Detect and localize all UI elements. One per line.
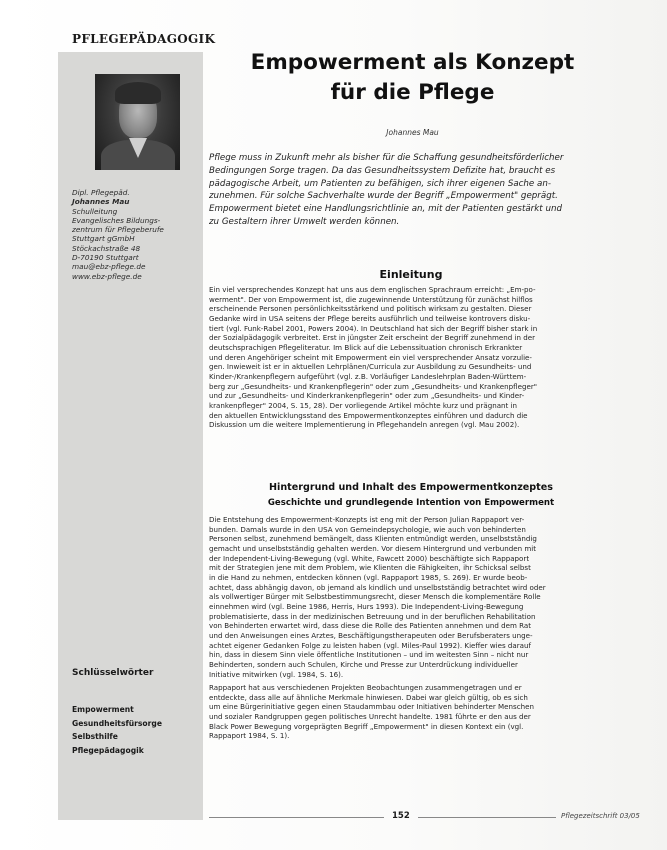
text-line: Initiative mitwirken (vgl. 1984, S. 16).: [209, 669, 344, 679]
title-line: Empowerment als Konzept: [250, 50, 575, 75]
author-name: Johannes Mau: [72, 197, 130, 207]
footer-rule-left: [209, 817, 384, 818]
text-line: als vollwertiger Bürger mit Selbstbestimmungsrecht, dieser Mensch die komplementäre Rolle: [209, 592, 541, 602]
abstract-line: Empowerment bietet eine Handlungsrichtlinie an, mit der Patienten gestärkt und: [209, 204, 562, 215]
text-line: Gedanke wird in USA seitens der Pflege bereits ausführlich und teilweise kontrovers disku-: [209, 313, 531, 323]
keywords-heading: Schlüsselwörter: [72, 668, 154, 678]
keywords-list: [72, 703, 162, 757]
text-line: Ein viel versprechendes Konzept hat uns aus dem englischen Sprachraum erreicht: „Em-po-: [209, 285, 536, 294]
text-line: krankenpfleger" 2004, S. 15, 28). Der vorliegende Artikel möchte kurz und prägnant in: [209, 400, 518, 410]
text-line: bunden. Damals wurde in den USA von Gemeindepsychologie, wie auch von behinderten: [209, 524, 526, 534]
text-line: um eine Bürgerinitiative gegen einen Staudammbau oder Initiativen behinderter Menschen: [209, 702, 534, 712]
keyword: Pflegepädagogik: [72, 745, 144, 755]
author-info: [72, 188, 202, 281]
journal-issue: Pflegezeitschrift 03/05: [561, 812, 640, 820]
abstract-line: pädagogische Arbeit, um Patienten zu befähigen, sich ihrer eigenen Sache an-: [209, 178, 552, 189]
intro-body: [209, 285, 613, 430]
text-line: deutschsprachigen Pflegeliteratur. Im Blick auf die Lebenssituation chronisch Erkrankter: [209, 342, 523, 352]
text-line: Kinder-/Krankenpflegern aufgeführt (vgl. z.B. Vorläufiger Landeslehrplan Baden-Württem-: [209, 371, 527, 381]
text-line: einnehmen wird (vgl. Beine 1986, Herris, Hurs 1993). Die Independent-Living-Bewegung: [209, 601, 524, 611]
text-line: von Behinderten erwartet wird, dass diese die Rolle des Patienten annehmen und dem Rat: [209, 621, 532, 631]
author-email: mau@ebz-pflege.de: [72, 262, 146, 272]
text-line: und zur „Gesundheits- und Kinderkrankenpflegerin" oder zum „Gesundheits- und Kinder-: [209, 391, 525, 401]
text-line: und den Anweisungen eines Arztes, Beschäftigungstherapeuten oder Berufsberaters unge-: [209, 630, 533, 640]
background-subheading: Geschichte und grundlegende Intention von Empowerment: [267, 498, 555, 508]
author-web: www.ebz-pflege.de: [72, 271, 142, 281]
text-line: hin, dass in diesem Sinn viele öffentliche Institutionen – und im weitesten Sinn – nicht nur: [209, 650, 529, 660]
author-institution-line: Evangelisches Bildungs-: [72, 215, 161, 225]
author-institution-line: zentrum für Pflegeberufe: [72, 225, 164, 235]
text-line: berg zur „Gesundheits- und Krankenpflegerin" oder zum „Gesundheits- und Krankenpfleger": [209, 381, 538, 391]
text-line: problematisierte, dass in der medizinischen Betreuung und in der beruflichen Rehabilitation: [209, 611, 536, 621]
text-line: Die Entstehung des Empowerment-Konzepts ist eng mit der Person Julian Rappaport ver-: [209, 515, 525, 524]
text-line: Behinderten, sondern auch Schulen, Kirche und Presse zur Unterdrückung individueller: [209, 659, 518, 669]
abstract: [209, 152, 613, 229]
text-line: werment". Der von Empowerment ist, die zugewinnende Unterstützung für zunächst hilflos: [209, 294, 533, 304]
intro-heading: Einleitung: [379, 268, 443, 281]
page-number: 152: [392, 811, 410, 821]
abstract-line: zu Gestaltern ihrer Umwelt werden können.: [209, 216, 400, 227]
text-line: achtet, dass abhängig davon, ob jemand als kindlich und unselbstständig betrachtet wird oder: [209, 582, 546, 592]
text-line: und sozialer Randgruppen gegen politisches Unrecht handelte. 1981 führte er den aus der: [209, 711, 531, 721]
photo-hair: [115, 82, 161, 104]
text-line: den aktuellen Entwicklungsstand des Empowermentkonzeptes einführen und dadurch die: [209, 410, 528, 420]
text-line: gemacht und unselbstständig gehalten werden. Vor diesem Hintergrund und verbunden mit: [209, 543, 537, 553]
text-line: und deren Angehöriger scheint mit Empowerment ein viel versprechender Ansatz vorzulie-: [209, 352, 532, 362]
text-line: Rappaport 1984, S. 1).: [209, 731, 290, 741]
keyword: Gesundheitsfürsorge: [72, 718, 162, 728]
byline: Johannes Mau: [386, 128, 439, 137]
journal-name: PFLEGEPÄDAGOGIK: [72, 32, 216, 46]
text-line: Rappaport hat aus verschiedenen Projekten Beobachtungen zusammengetragen und er: [209, 683, 522, 692]
author-degree: Dipl. Pflegepäd.: [72, 188, 130, 197]
text-line: der Independent-Living-Bewegung (vgl. White, Fawcett 2000) beschäftigte sich Rappaport: [209, 553, 530, 563]
text-line: Black Power Bewegung vorgeprägten Begriff „Empowerment" in diesen Kontext ein (vgl.: [209, 721, 524, 731]
author-city: D-70190 Stuttgart: [72, 253, 139, 263]
author-street: Stöckachstraße 48: [72, 243, 141, 253]
footer-rule-right: [418, 817, 556, 818]
author-photo: [95, 74, 180, 170]
text-line: entdeckte, dass alle auf ähnliche Merkmale hinwiesen. Dabei war gleich gültig, ob es sich: [209, 692, 528, 702]
text-line: erscheinende Personen persönlichkeitsstärkend und politisch wirksam zu gestalten. Dieser: [209, 304, 532, 314]
text-line: gen. Inwieweit ist er in aktuellen Lehrplänen/Curricula zur Ausbildung zu Gesundheits- und: [209, 362, 532, 372]
author-institution-line: Stuttgart gGmbH: [72, 234, 135, 244]
closing-body: [209, 683, 613, 741]
keyword: Selbsthilfe: [72, 732, 118, 741]
text-line: mit der Strategien jene mit dem Problem, wie Klienten die Fähigkeiten, ihr Schicksal selbst: [209, 563, 531, 573]
background-heading: Hintergrund und Inhalt des Empowermentkonzeptes: [269, 482, 553, 493]
text-line: achtet eigener Gedanken Folge zu leisten haben (vgl. Miles-Paul 1992). Kieffer wies darauf: [209, 640, 532, 650]
abstract-line: zunehmen. Für solche Sachverhalte wurde der Begriff „Empowerment" geprägt.: [209, 191, 558, 202]
title-line: für die Pflege: [330, 80, 495, 105]
text-line: der Sozialpädagogik verbreitet. Erst in jüngster Zeit erscheint der Begriff zunehmend in der: [209, 333, 536, 343]
text-line: Personen selbst, zunehmend bemängelt, dass Klienten entmündigt werden, unselbstständig: [209, 534, 537, 544]
abstract-line: Pflege muss in Zukunft mehr als bisher für die Schaffung gesundheitsförderlicher: [209, 153, 564, 163]
text-line: Diskussion um die weitere Implementierung in Pflegehandeln anregen (vgl. Mau 2002).: [209, 420, 520, 430]
text-line: in die Hand zu nehmen, entdecken können (vgl. Rappaport 1985, S. 269). Er wurde beob-: [209, 572, 528, 582]
author-role: Schulleitung: [72, 206, 118, 216]
keyword: Empowerment: [72, 705, 134, 714]
article-title: [215, 48, 610, 108]
background-body: [209, 515, 613, 679]
abstract-line: Bedingungen Sorge tragen. Da das Gesundheitssystem Defizite hat, braucht es: [209, 165, 556, 176]
text-line: tiert (vgl. Funk-Rabel 2001, Powers 2004). In Deutschland hat sich der Begriff bisher stark in: [209, 323, 538, 333]
